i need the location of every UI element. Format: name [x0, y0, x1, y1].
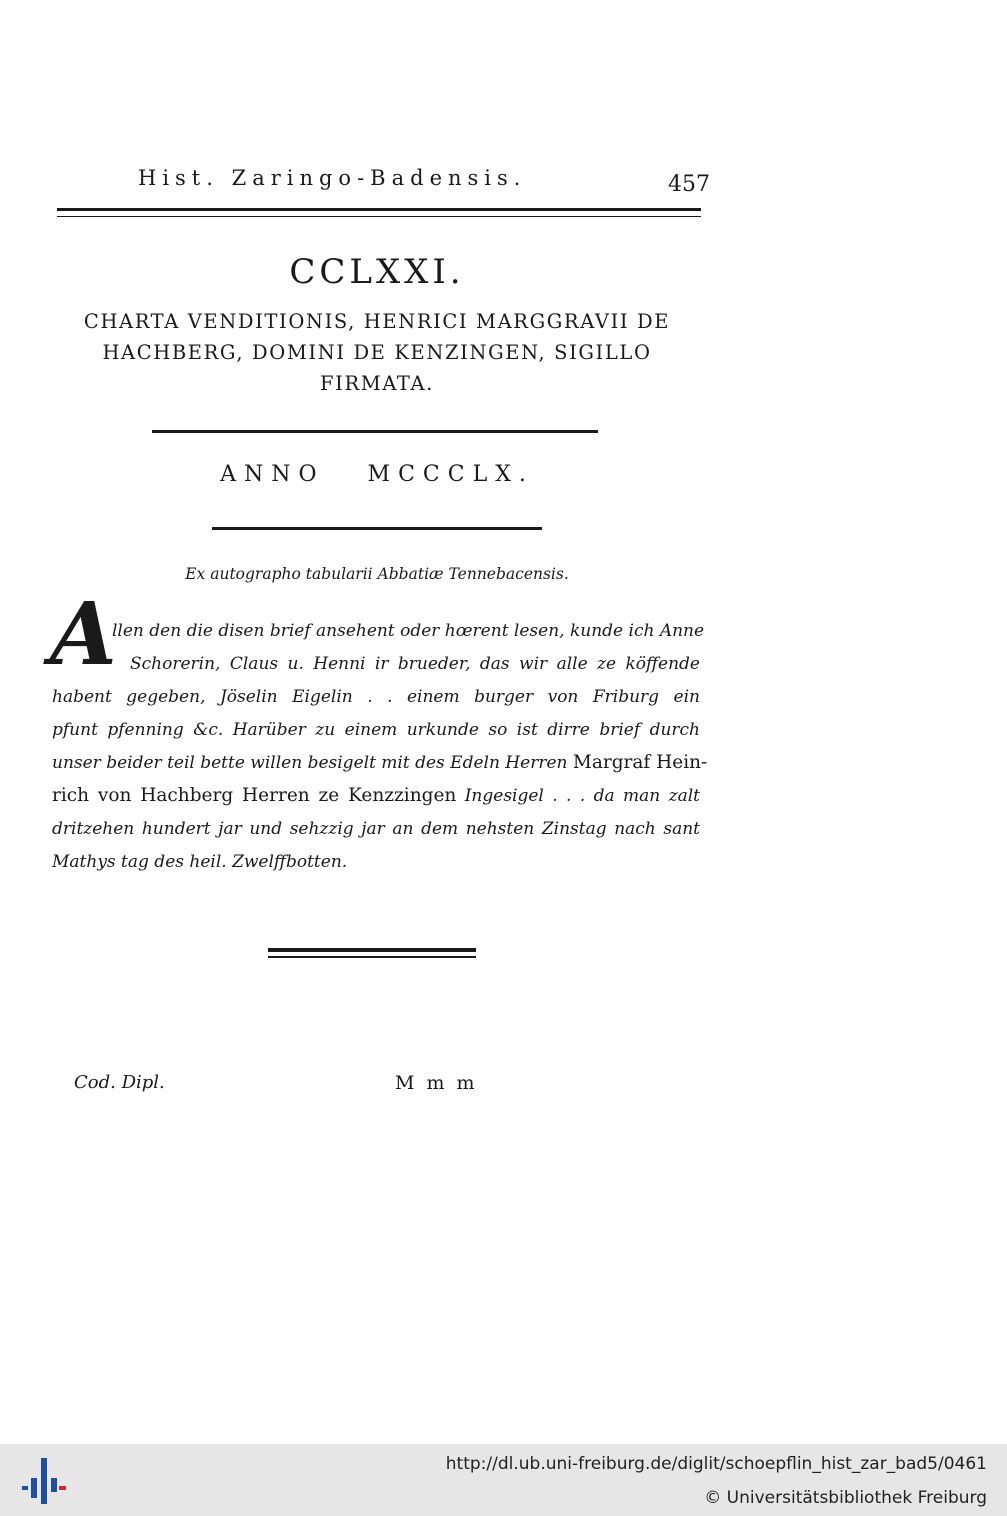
body-line: Schorerin, Claus u. Henni ir brueder, das wir alle ze köffende [130, 654, 700, 674]
page-number: 457 [668, 172, 710, 197]
end-ornament-rule [268, 956, 476, 958]
body-line: habent gegeben, Jöselin Eigelin . . einem burger von Friburg ein [52, 687, 700, 707]
year-heading: ANNO MCCCLX. [220, 462, 534, 487]
footer-catchword: Cod. Dipl. [74, 1072, 165, 1093]
header-rule-thick [57, 208, 701, 211]
header-rule-thin [57, 216, 701, 217]
body-line: dritzehen hundert jar und sehzzig jar an dem nehsten Zinstag nach sant [52, 819, 700, 839]
permalink-url[interactable]: http://dl.ub.uni-freiburg.de/diglit/schoepflin_hist_zar_bad5/0461 [445, 1454, 987, 1474]
body-line-roman: Margraf Hein- [572, 752, 708, 773]
drop-cap-letter: A [50, 584, 117, 685]
signature-mark: M m m [395, 1072, 478, 1094]
year-rule [212, 527, 542, 530]
title-line: FIRMATA. [320, 372, 434, 395]
title-line: CHARTA VENDITIONIS, HENRICI MARGGRAVII DE [83, 310, 671, 333]
title-rule [152, 430, 598, 433]
viewer-footer-bar [0, 1444, 1007, 1516]
body-line-italic: unser beider teil bette willen besigelt mit des Edeln Herren [52, 753, 568, 773]
body-line-roman: rich von Hachberg Herren ze Kenzzingen [52, 785, 457, 806]
document-title [40, 306, 714, 399]
copyright-notice: © Universitätsbibliothek Freiburg [704, 1488, 987, 1508]
body-line: pfunt pfenning &c. Harüber zu einem urkunde so ist dirre brief durch [52, 720, 700, 740]
running-head: Hist. Zaringo-Badensis. [138, 166, 527, 190]
body-line: Mathys tag des heil. Zwelffbotten. [52, 852, 348, 872]
body-line [52, 752, 708, 774]
end-ornament-rule [268, 948, 476, 952]
body-line-italic: Ingesigel . . . da man zalt [464, 786, 700, 806]
source-note: Ex autographo tabularii Abbatiæ Tennebacensis. [185, 565, 569, 583]
body-line [52, 785, 700, 807]
document-number: CCLXXI. [289, 252, 465, 292]
university-library-logo-icon[interactable] [22, 1456, 66, 1504]
body-line: llen den die disen brief ansehent oder hœrent lesen, kunde ich Anne [112, 621, 705, 641]
title-line: HACHBERG, DOMINI DE KENZINGEN, SIGILLO [102, 341, 652, 364]
